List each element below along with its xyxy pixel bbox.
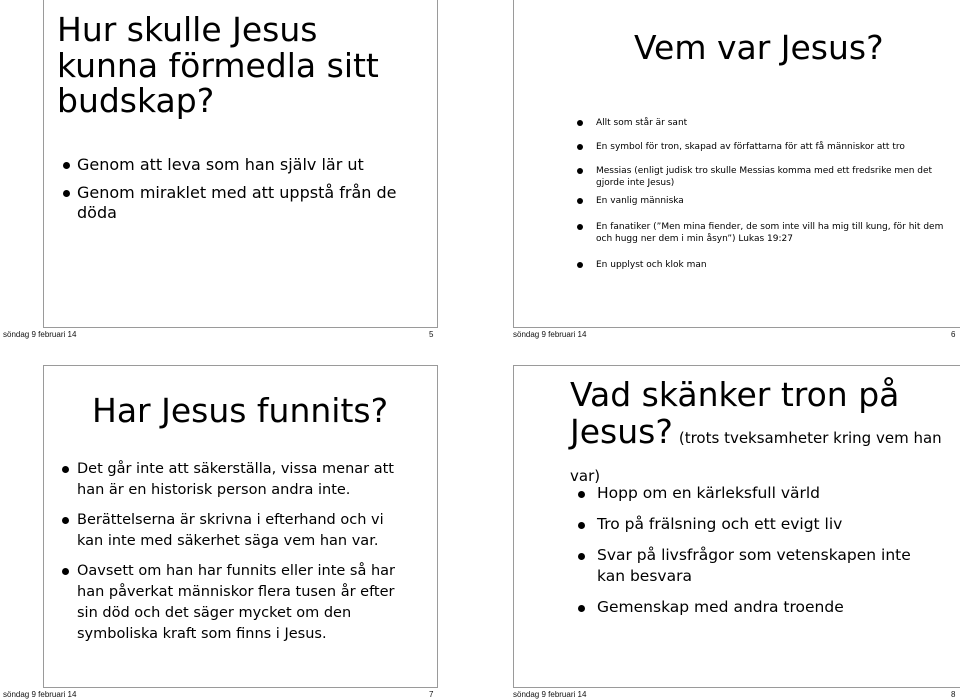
bullet-item: Hopp om en kärleksfull värld — [578, 483, 928, 504]
slide-5 — [43, 0, 438, 328]
slide-8-title — [570, 376, 950, 488]
bullet-item: En symbol för tron, skapad av författarna för att få människor att tro — [574, 141, 954, 153]
slide-5-title: Hur skulle Jesus kunna förmedla sitt budskap? — [57, 10, 379, 121]
bullet-item: Messias (enligt judisk tro skulle Messias komma med ett fredsrike men det gjorde inte Jesus) — [574, 165, 954, 189]
bullet-item: En fanatiker (”Men mina fiender, de som inte vill ha mig till kung, för hit dem och hugg ner dem i min åsyn”) Lukas 19:27 — [574, 221, 954, 245]
slide-5-footer-date: söndag 9 februari 14 — [3, 330, 77, 339]
bullet-item: Genom miraklet med att uppstå från de döda — [63, 183, 403, 223]
slide-7-page-number: 7 — [429, 690, 434, 699]
bullet-item: Berättelserna är skrivna i efterhand och vi kan inte med säkerhet säga vem han var. — [62, 510, 402, 552]
bullet-item: Genom att leva som han själv lär ut — [63, 155, 403, 175]
bullet-item: En upplyst och klok man — [574, 259, 954, 271]
bullet-item: Tro på frälsning och ett evigt liv — [578, 514, 928, 535]
slide-5-page-number: 5 — [429, 330, 434, 339]
slide-7-title: Har Jesus funnits? — [92, 391, 389, 430]
bullet-item: Allt som står är sant — [574, 117, 954, 129]
slide-8-bullet-list — [578, 483, 928, 628]
slide-6-bullet-list — [574, 117, 954, 282]
slide-6-page-number: 6 — [951, 330, 956, 339]
bullet-item: Svar på livsfrågor som vetenskapen inte kan besvara — [578, 545, 928, 587]
bullet-item: Oavsett om han har funnits eller inte så har han påverkat människor flera tusen år efter sin död och det säger mycket om den symboliska kraft som finns i Jesus. — [62, 561, 402, 645]
slide-8-subtitle: (trots tveksamheter kring vem han var) — [570, 429, 942, 485]
slide-6-title: Vem var Jesus? — [634, 28, 884, 67]
slide-6-footer-date: söndag 9 februari 14 — [513, 330, 587, 339]
slide-7-footer-date: söndag 9 februari 14 — [3, 690, 77, 699]
slide-7-bullet-list — [62, 459, 402, 654]
bullet-item: Det går inte att säkerställa, vissa menar att han är en historisk person andra inte. — [62, 459, 402, 501]
slide-8-footer-date: söndag 9 februari 14 — [513, 690, 587, 699]
bullet-item: En vanlig människa — [574, 195, 954, 207]
slide-6 — [513, 0, 960, 328]
slide-7 — [43, 365, 438, 688]
slide-5-bullet-list — [63, 155, 403, 231]
slide-8-title-text: Vad skänker tron på Jesus? — [570, 375, 900, 452]
slide-8 — [513, 365, 960, 688]
slide-8-page-number: 8 — [951, 690, 956, 699]
bullet-item: Gemenskap med andra troende — [578, 597, 928, 618]
